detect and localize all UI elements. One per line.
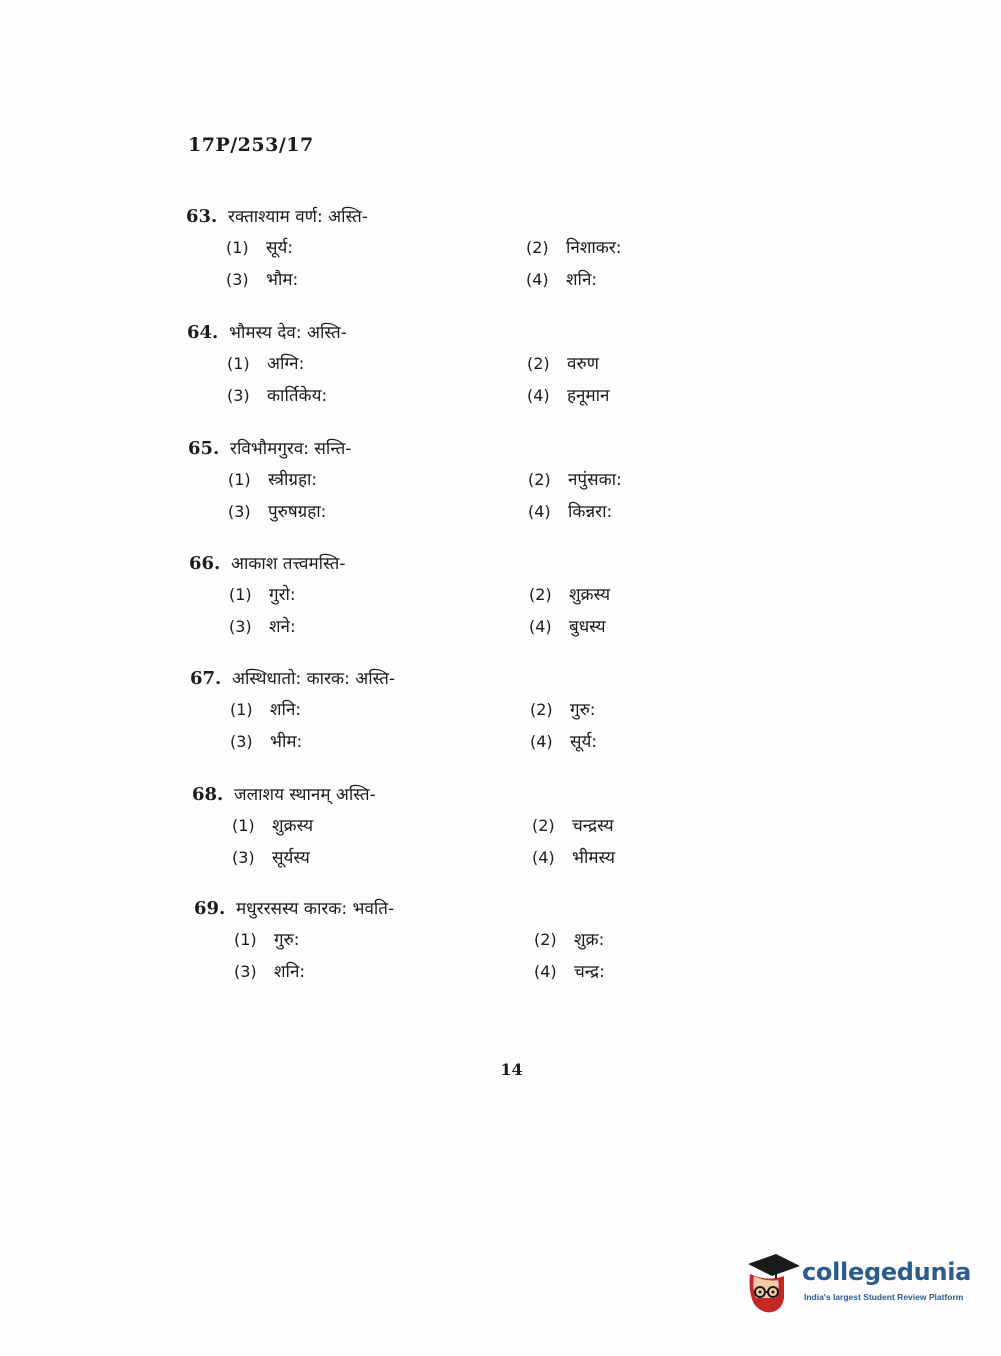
option-2: (2) वरुण xyxy=(527,354,599,374)
option-2: (2) निशाकर: xyxy=(526,238,622,258)
option-4: (4) भीमस्य xyxy=(532,848,615,868)
question-text: रविभौमगुरव: सन्ति- xyxy=(230,439,352,459)
question-number: 64. xyxy=(187,322,219,343)
paper-code: 17P/253/17 xyxy=(188,134,314,156)
question-number: 65. xyxy=(188,438,220,459)
option-3: (3) शने: xyxy=(229,617,296,637)
option-4: (4) शनि: xyxy=(526,270,598,290)
page-number: 14 xyxy=(500,1060,523,1079)
option-3: (3) भौम: xyxy=(226,270,299,290)
option-1: (1) शुक्रस्य xyxy=(232,816,314,836)
option-1: (1) अग्नि: xyxy=(227,354,305,374)
option-4: (4) सूर्य: xyxy=(530,732,598,752)
option-3: (3) शनि: xyxy=(234,962,306,982)
option-2: (2) नपुंसका: xyxy=(528,470,622,490)
question-text: अस्थिधातो: कारक: अस्ति- xyxy=(232,669,396,689)
question-text: भौमस्य देव: अस्ति- xyxy=(229,323,347,343)
question-68 xyxy=(192,780,752,874)
option-3: (3) कार्तिकेय: xyxy=(227,386,328,406)
logo-wordmark: collegedunia xyxy=(802,1258,972,1286)
option-1: (1) गुरु: xyxy=(234,930,300,950)
question-63 xyxy=(186,202,746,296)
question-number: 68. xyxy=(192,784,224,805)
question-66 xyxy=(189,549,749,643)
option-1: (1) सूर्य: xyxy=(226,238,294,258)
question-number: 67. xyxy=(190,668,222,689)
option-2: (2) गुरु: xyxy=(530,700,596,720)
option-1: (1) स्त्रीग्रहा: xyxy=(228,470,318,490)
mascot-icon xyxy=(742,1252,800,1316)
question-text: आकाश तत्त्वमस्ति- xyxy=(231,554,346,574)
option-4: (4) बुधस्य xyxy=(529,617,606,637)
question-64 xyxy=(187,318,747,412)
question-67 xyxy=(190,664,750,758)
logo-tagline: India's largest Student Review Platform xyxy=(804,1292,964,1302)
option-1: (1) शनि: xyxy=(230,700,302,720)
option-2: (2) शुक्रस्य xyxy=(529,585,611,605)
question-number: 63. xyxy=(186,206,218,227)
question-number: 69. xyxy=(194,898,226,919)
option-2: (2) चन्द्रस्य xyxy=(532,816,614,836)
question-65 xyxy=(188,434,748,528)
option-1: (1) गुरो: xyxy=(229,585,296,605)
question-69 xyxy=(194,894,754,988)
question-number: 66. xyxy=(189,553,221,574)
option-3: (3) सूर्यस्य xyxy=(232,848,310,868)
option-4: (4) हनूमान xyxy=(527,386,610,406)
question-text: जलाशय स्थानम् अस्ति- xyxy=(234,785,376,805)
option-3: (3) भीम: xyxy=(230,732,303,752)
question-text: रक्ताश्याम वर्ण: अस्ति- xyxy=(228,207,368,227)
option-2: (2) शुक्र: xyxy=(534,930,605,950)
option-3: (3) पुरुषग्रहा: xyxy=(228,502,327,522)
question-text: मधुररसस्य कारक: भवति- xyxy=(236,899,395,919)
option-4: (4) चन्द्र: xyxy=(534,962,605,982)
collegedunia-logo xyxy=(742,1252,972,1316)
option-4: (4) किन्नरा: xyxy=(528,502,613,522)
